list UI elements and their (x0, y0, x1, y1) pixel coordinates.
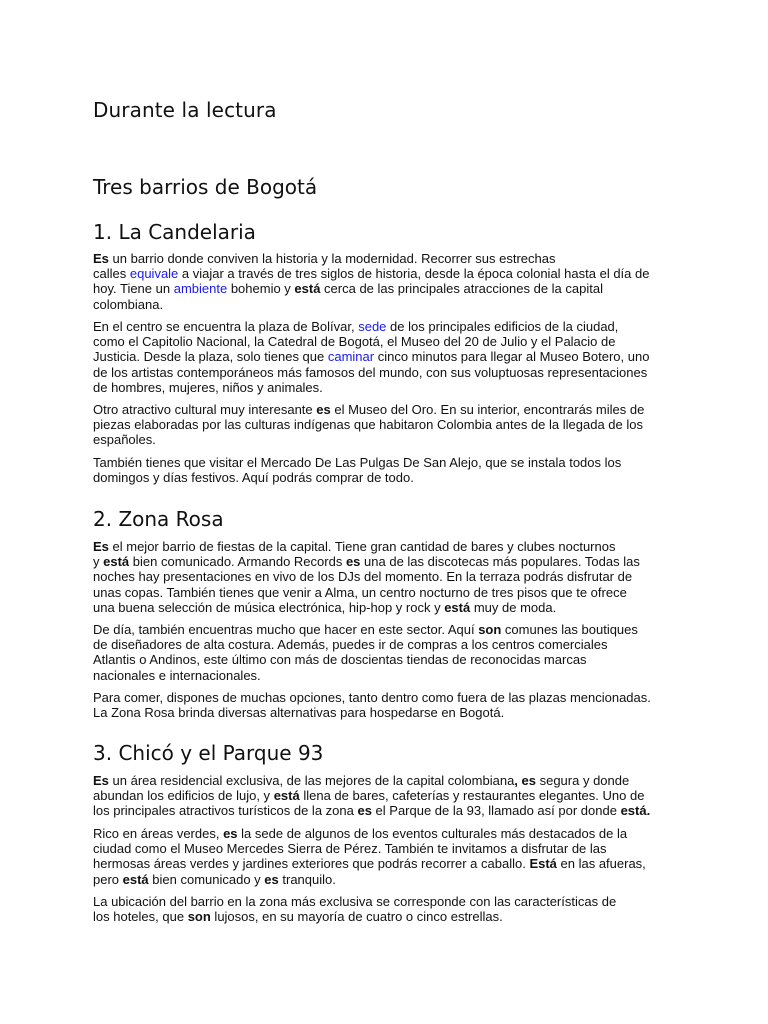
section-title-chico: 3. Chicó y el Parque 93 (93, 741, 324, 765)
text-line: La ubicación del barrio en la zona más exclusiva se corresponde con las características de (93, 894, 617, 909)
paragraph (93, 319, 683, 395)
text-line: abundan los edificios de lujo, y está llena de bares, cafeterías y restaurantes elegantes. Uno de (93, 788, 645, 804)
paragraph (93, 539, 683, 615)
paragraph (93, 622, 683, 683)
glossary-link[interactable]: ambiente (173, 281, 228, 297)
page-subtitle: Tres barrios de Bogotá (93, 175, 318, 199)
text-line: Es el mejor barrio de fiestas de la capital. Tiene gran cantidad de bares y clubes nocturnos (93, 539, 616, 554)
text-line: calles equivale a viajar a través de tres siglos de historia, desde la época colonial hasta el día de (93, 266, 650, 282)
paragraph (93, 894, 683, 924)
glossary-link[interactable]: caminar (327, 349, 375, 365)
glossary-link[interactable]: equivale (129, 266, 179, 282)
text-line: unas copas. También tienes que venir a Alma, un centro nocturno de tres pisos que te ofrece (93, 584, 627, 600)
text-line: ciudad como el Museo Mercedes Sierra de Pérez. También te invitamos a disfrutar de las (93, 841, 607, 857)
paragraph (93, 773, 683, 819)
section-title-zona-rosa: 2. Zona Rosa (93, 507, 224, 531)
text-line: españoles. (93, 432, 156, 448)
text-line: y está bien comunicado. Armando Records es una de las discotecas más populares. Todas las (93, 554, 640, 570)
text-line: una buena selección de música electrónica, hip-hop y rock y está muy de moda. (93, 599, 557, 615)
text-line: De día, también encuentras mucho que hacer en este sector. Aquí son comunes las boutiques (93, 622, 638, 637)
glossary-link[interactable]: sede (358, 319, 387, 334)
paragraph (93, 455, 683, 485)
text-line: La Zona Rosa brinda diversas alternativas para hospedarse en Bogotá. (93, 705, 505, 721)
text-line: los principales atractivos turísticos de la zona es el Parque de la 93, llamado así por donde está. (93, 803, 651, 819)
paragraph (93, 251, 683, 312)
text-line: Es un barrio donde conviven la historia y la modernidad. Recorrer sus estrechas (93, 251, 556, 266)
text-line: Otro atractivo cultural muy interesante es el Museo del Oro. En su interior, encontrarás miles de (93, 402, 645, 417)
text-line: de los artistas contemporáneos más famosos del mundo, con sus voluptuosas representaciones (93, 364, 648, 380)
text-line: hoy. Tiene un ambiente bohemio y está cerca de las principales atracciones de la capital (93, 281, 603, 297)
paragraph (93, 826, 683, 887)
text-line: los hoteles, que son lujosos, en su mayoría de cuatro o cinco estrellas. (93, 909, 503, 925)
text-line: Es un área residencial exclusiva, de las mejores de la capital colombiana, es segura y donde (93, 773, 630, 788)
text-line: Justicia. Desde la plaza, solo tienes que caminar cinco minutos para llegar al Museo Botero, uno (93, 349, 650, 365)
text-line: noches hay presentaciones en vivo de los DJs del momento. En la terraza podrás disfrutar de (93, 569, 633, 585)
text-line: hermosas áreas verdes y jardines exteriores que podrás recorrer a caballo. Está en las afueras, (93, 856, 646, 872)
text-line: domingos y días festivos. Aquí podrás comprar de todo. (93, 470, 414, 486)
paragraph (93, 690, 683, 720)
text-line: piezas elaboradas por las culturas indígenas que habitaron Colombia antes de la llegada de los (93, 417, 643, 433)
paragraph (93, 402, 683, 448)
section-title-candelaria: 1. La Candelaria (93, 220, 256, 244)
page-heading: Durante la lectura (93, 98, 277, 122)
text-line: de diseñadores de alta costura. Además, puedes ir de compras a los centros comerciales (93, 637, 608, 653)
text-line: colombiana. (93, 296, 164, 312)
text-line: pero está bien comunicado y es tranquilo. (93, 871, 336, 887)
text-line: como el Capitolio Nacional, la Catedral de Bogotá, el Museo del 20 de Julio y el Palacio de (93, 334, 616, 350)
text-line: nacionales e internacionales. (93, 667, 261, 683)
text-line: También tienes que visitar el Mercado De Las Pulgas De San Alejo, que se instala todos los (93, 455, 622, 470)
text-line: Para comer, dispones de muchas opciones, tanto dentro como fuera de las plazas mencionadas. (93, 690, 651, 705)
text-line: Rico en áreas verdes, es la sede de algunos de los eventos culturales más destacados de la (93, 826, 628, 841)
text-line: En el centro se encuentra la plaza de Bolívar, sede de los principales edificios de la ciudad, (93, 319, 619, 334)
text-line: Atlantis o Andinos, este último con más de doscientas tiendas de reconocidas marcas (93, 652, 587, 668)
text-line: de hombres, mujeres, niños y animales. (93, 379, 323, 395)
